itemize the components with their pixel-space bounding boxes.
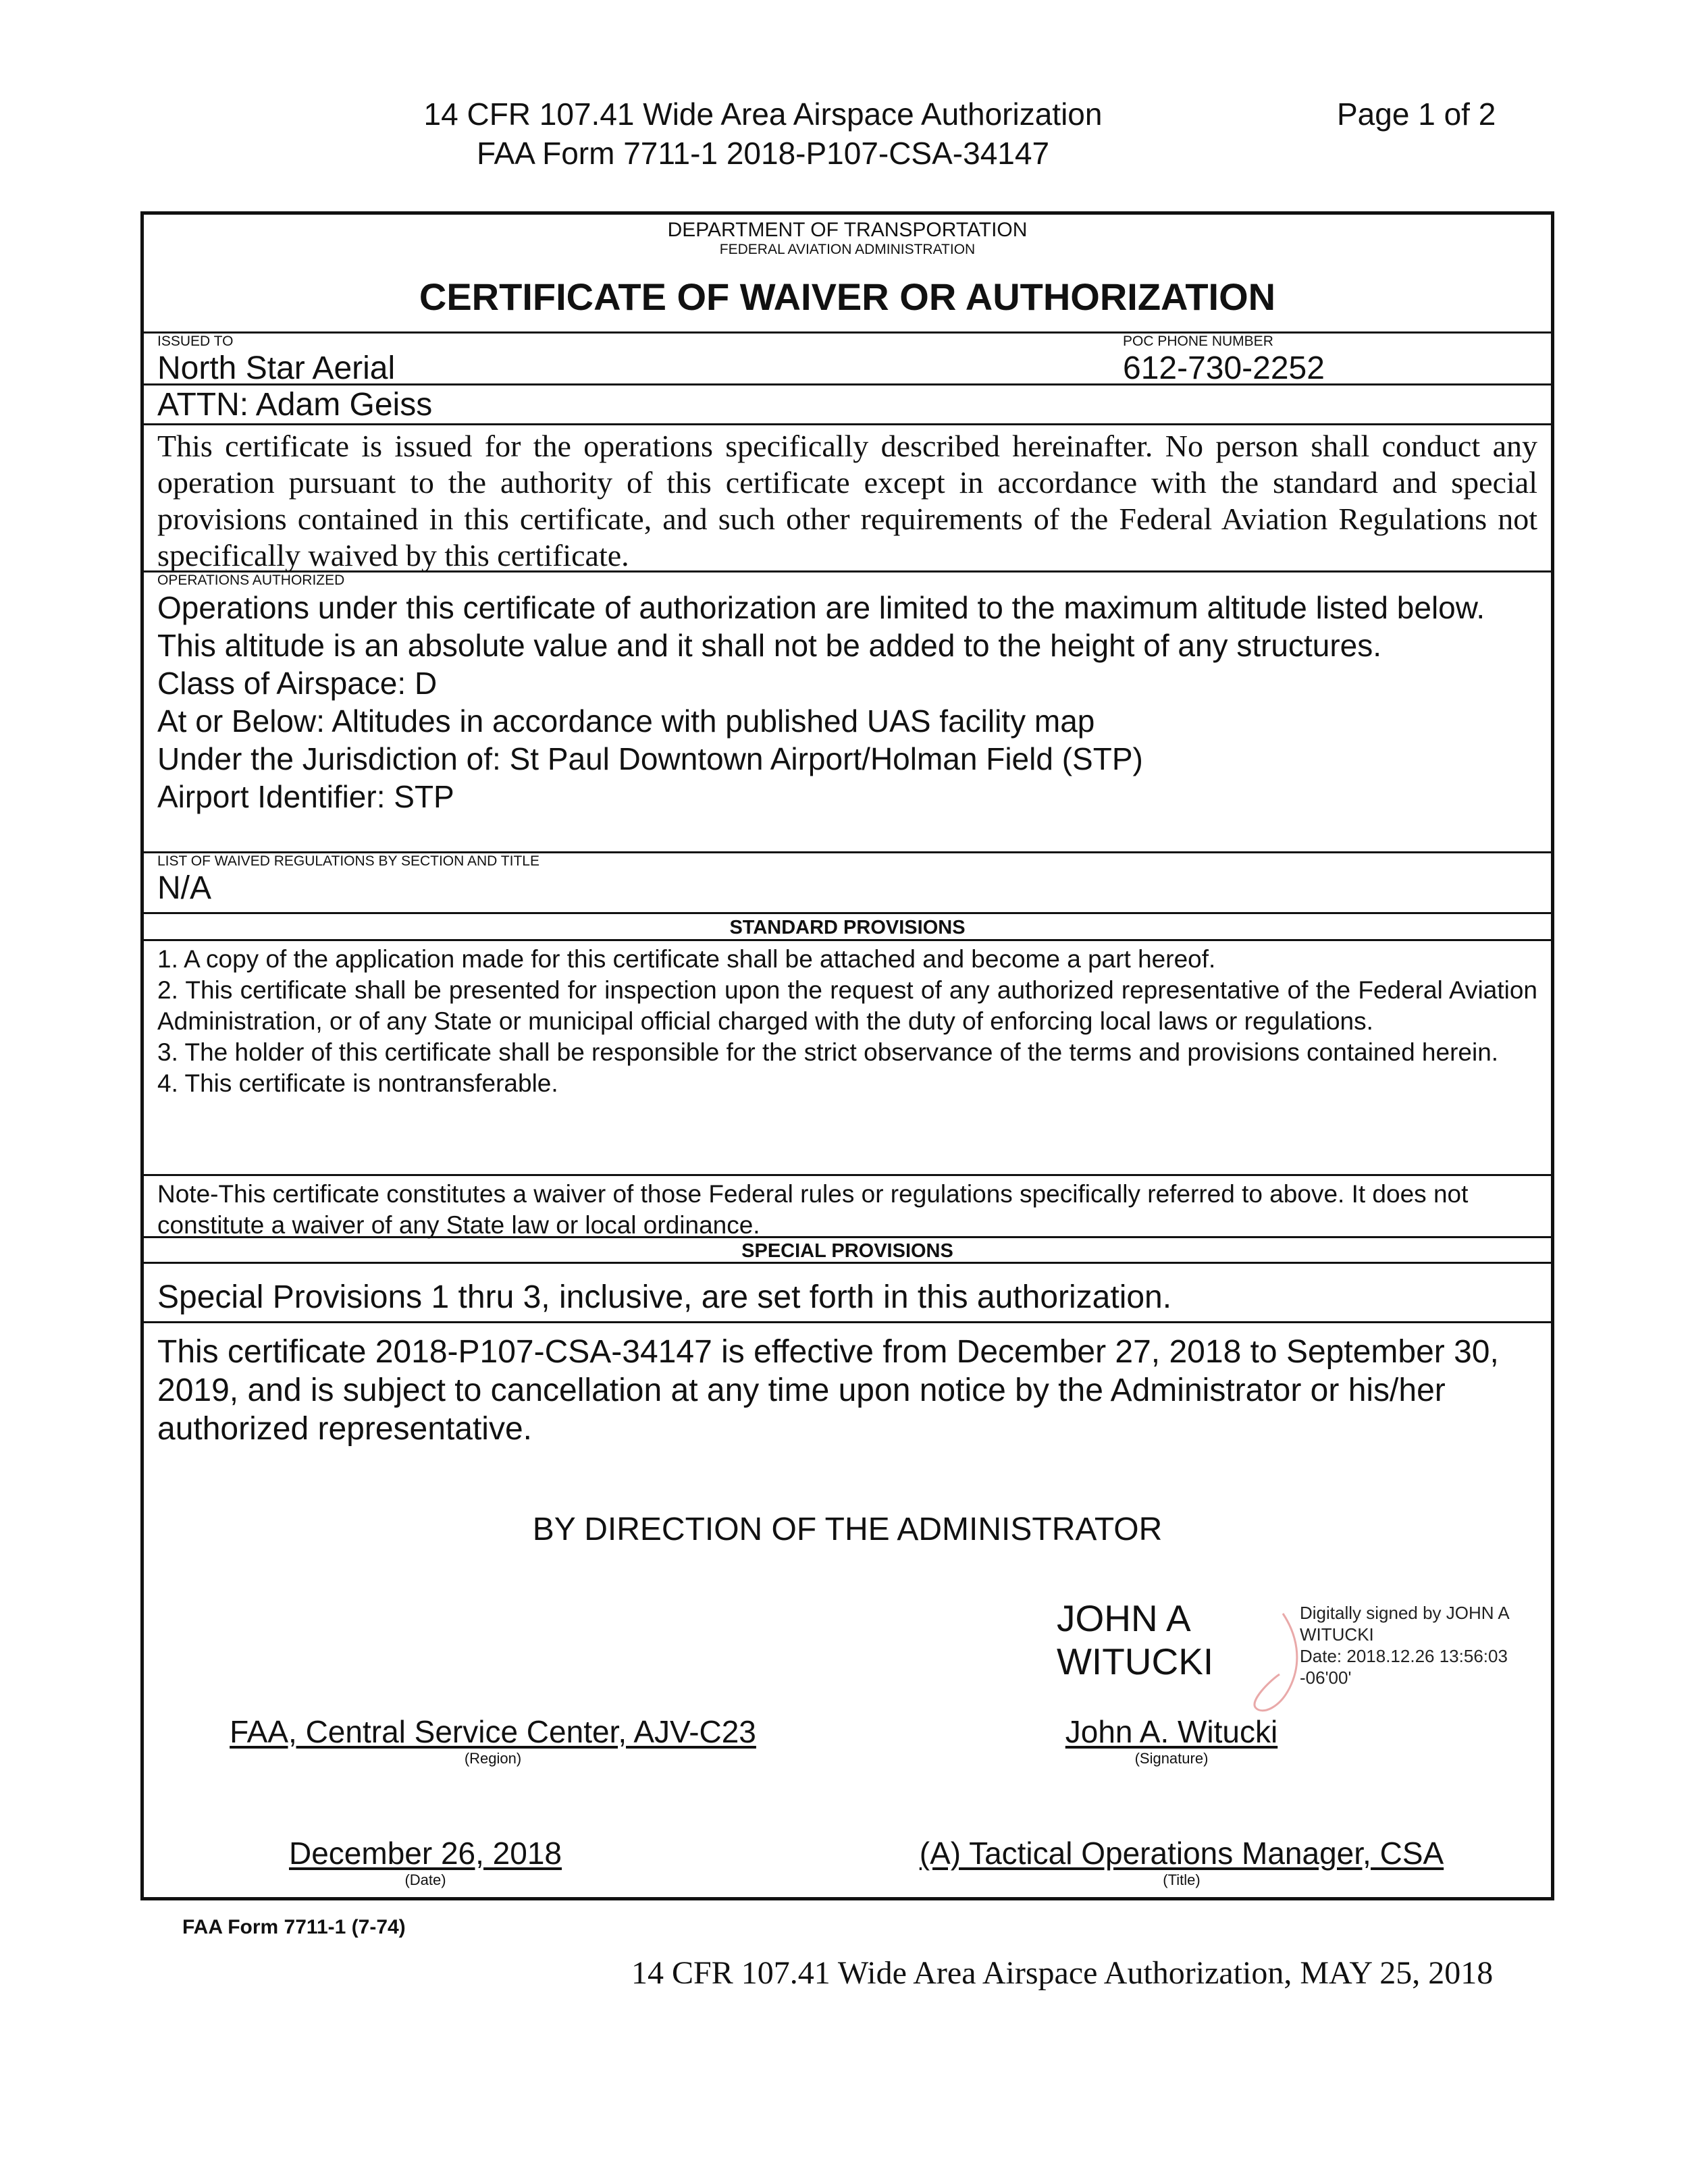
title-value: (A) Tactical Operations Manager, CSA	[919, 1836, 1444, 1871]
operations-text: Operations under this certificate of authorization are limited to the maximum altitude listed below. This altitude is an absolute value and it shall not be added to the height of any structures.	[157, 590, 1485, 663]
airport-identifier: Airport Identifier: STP	[157, 779, 454, 814]
provision-item: 1. A copy of the application made for this certificate shall be attached and become a part hereof.	[157, 945, 1216, 973]
digsig-info-line: Date: 2018.12.26 13:56:03	[1300, 1646, 1508, 1666]
at-or-below: At or Below: Altitudes in accordance with published UAS facility map	[157, 703, 1095, 739]
special-provisions-text: Special Provisions 1 thru 3, inclusive, are set forth in this authorization.	[157, 1279, 1172, 1315]
date-block	[223, 1835, 628, 1889]
effective-text: This certificate 2018-P107-CSA-34147 is effective from December 27, 2018 to September 30, 2019, and is subject to cancellation at any time upon notice by the Administrator or his/her authorized representative.	[157, 1334, 1499, 1447]
form-title-block	[144, 215, 1551, 334]
operations-label: OPERATIONS AUTHORIZED	[157, 572, 345, 588]
region-block	[189, 1713, 797, 1767]
region-caption: (Region)	[464, 1750, 522, 1767]
header-form-number: FAA Form 7711-1 2018-P107-CSA-34147	[476, 136, 1050, 171]
signature-block	[1013, 1713, 1330, 1767]
digsig-info-line: -06'00'	[1300, 1668, 1352, 1688]
issued-to-row	[144, 334, 1551, 385]
digital-signature-name	[1057, 1597, 1213, 1683]
standard-provisions-header	[144, 914, 1551, 941]
attn-value: ATTN: Adam Geiss	[157, 387, 433, 423]
issued-to-label: ISSUED TO	[157, 334, 234, 349]
attn-row	[144, 385, 1551, 425]
special-provisions-header	[144, 1238, 1551, 1264]
page-number: Page 1 of 2	[1337, 97, 1496, 132]
department-name: DEPARTMENT OF TRANSPORTATION	[667, 219, 1028, 241]
provision-item: 4. This certificate is nontransferable.	[157, 1069, 558, 1097]
region-value: FAA, Central Service Center, AJV-C23	[230, 1714, 756, 1749]
provision-item: 3. The holder of this certificate shall be responsible for the strict observance of the terms and provisions contained herein.	[157, 1038, 1499, 1066]
digsig-info-line: Digitally signed by JOHN A	[1300, 1603, 1510, 1623]
note-row	[144, 1176, 1551, 1238]
standard-provisions-label: STANDARD PROVISIONS	[729, 917, 966, 938]
special-provisions-label: SPECIAL PROVISIONS	[741, 1240, 953, 1262]
signer-name-line1: JOHN A	[1057, 1597, 1191, 1639]
document-header	[398, 95, 1128, 173]
intro-text: This certificate is issued for the operations specifically described hereinafter. No person shall conduct any operation pursuant to the authority of this certificate except in accordance with the standard and special provisions contained in this certificate, and such other requirements of the Federal Aviation Regulations not specifically waived by this certificate.	[157, 429, 1537, 572]
effective-block	[144, 1323, 1551, 1448]
title-caption: (Title)	[1163, 1871, 1201, 1888]
header-title: 14 CFR 107.41 Wide Area Airspace Authorization	[423, 97, 1103, 132]
signature-caption: (Signature)	[1134, 1750, 1209, 1767]
waived-regulations-value: N/A	[157, 870, 212, 906]
cfr-footer: 14 CFR 107.41 Wide Area Airspace Authorization, MAY 25, 2018	[631, 1955, 1494, 1991]
form-number-footer: FAA Form 7711-1 (7-74)	[182, 1916, 406, 1938]
signer-name-line2: WITUCKI	[1057, 1641, 1214, 1682]
provision-item: 2. This certificate shall be presented for inspection upon the request of any authorized representative of the Federal Aviation Administration, or of any State or municipal official charged with the duty of enforcing local laws or regulations.	[157, 976, 1537, 1035]
agency-name: FEDERAL AVIATION ADMINISTRATION	[719, 242, 976, 257]
waived-regulations-row	[144, 853, 1551, 914]
note-text: Note-This certificate constitutes a waiver of those Federal rules or regulations specifically referred to above. It does not constitute a waiver of any State law or local ordinance.	[157, 1180, 1469, 1239]
date-caption: (Date)	[404, 1871, 446, 1888]
title-block	[878, 1835, 1485, 1889]
poc-phone	[1123, 334, 1325, 388]
digsig-info-line: WITUCKI	[1300, 1624, 1374, 1645]
issued-to-value: North Star Aerial	[157, 350, 396, 386]
waived-regulations-label: LIST OF WAIVED REGULATIONS BY SECTION AND TITLE	[157, 853, 539, 869]
standard-provisions-list	[144, 941, 1551, 1176]
certificate-title: CERTIFICATE OF WAIVER OR AUTHORIZATION	[419, 275, 1276, 318]
poc-phone-value: 612-730-2252	[1123, 350, 1325, 386]
class-of-airspace: Class of Airspace: D	[157, 666, 438, 701]
date-value: December 26, 2018	[288, 1836, 562, 1871]
digital-signature-info	[1300, 1602, 1510, 1688]
poc-phone-label: POC PHONE NUMBER	[1123, 334, 1273, 349]
special-provisions-row	[144, 1264, 1551, 1323]
by-direction: BY DIRECTION OF THE ADMINISTRATOR	[532, 1512, 1163, 1547]
signature-value: John A. Witucki	[1065, 1714, 1278, 1749]
operations-row	[144, 572, 1551, 853]
intro-row	[144, 425, 1551, 572]
jurisdiction: Under the Jurisdiction of: St Paul Downtown Airport/Holman Field (STP)	[157, 741, 1143, 776]
